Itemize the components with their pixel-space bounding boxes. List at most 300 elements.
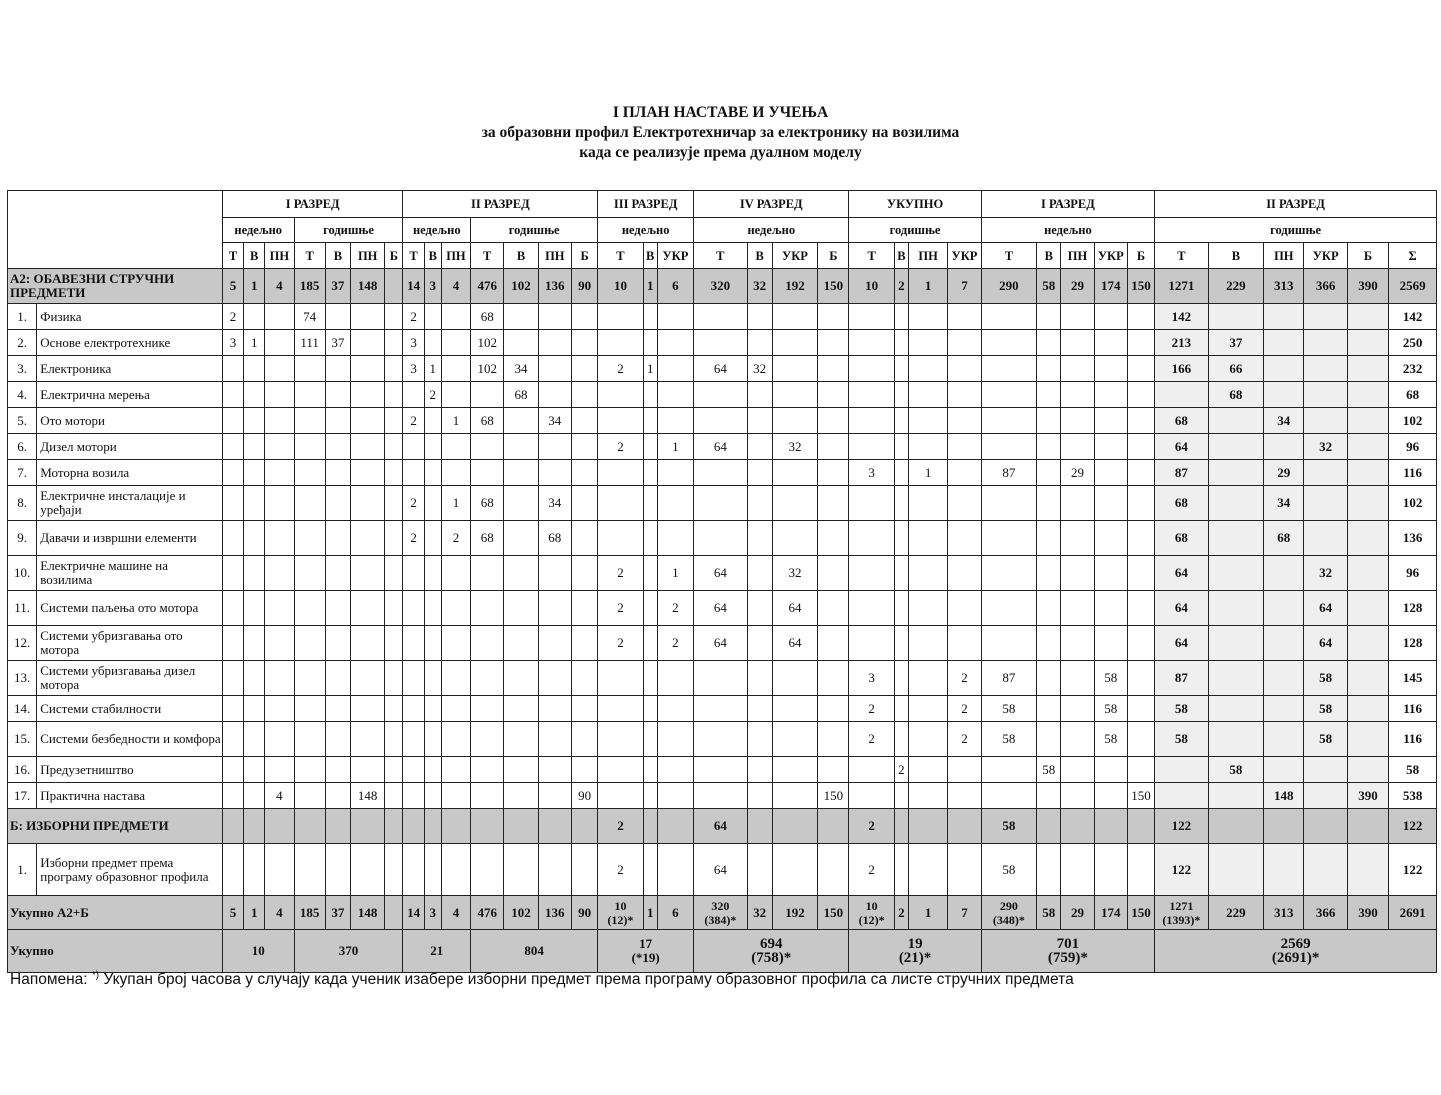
- value-cell: [471, 809, 504, 844]
- value-cell: [747, 626, 772, 661]
- subject-row: [8, 556, 1437, 591]
- value-main: 10: [614, 898, 627, 913]
- value-cell: [1208, 556, 1263, 591]
- column-header: В: [894, 243, 908, 269]
- value-cell: 58: [981, 844, 1036, 896]
- column-header: Т: [294, 243, 325, 269]
- value-cell: [1061, 783, 1094, 809]
- column-header: Т: [598, 243, 643, 269]
- value-cell: 64: [1155, 556, 1208, 591]
- value-cell: 2: [849, 696, 894, 722]
- value-cell: [894, 330, 908, 356]
- value-cell: [1208, 521, 1263, 556]
- value-cell: [351, 661, 385, 696]
- value-cell: [772, 844, 817, 896]
- value-cell: 3: [424, 269, 441, 304]
- value-cell: [643, 434, 657, 460]
- value-cell: [325, 591, 350, 626]
- value-cell: [244, 408, 265, 434]
- value-cell: [1127, 844, 1154, 896]
- value-cell: [598, 661, 643, 696]
- value-cell: [1304, 783, 1347, 809]
- row-number: 5.: [8, 408, 37, 434]
- value-cell: 5: [222, 896, 243, 930]
- value-cell: [538, 722, 571, 757]
- value-cell: 58: [1094, 661, 1127, 696]
- value-cell: [747, 783, 772, 809]
- value-cell: 37: [325, 269, 350, 304]
- value-cell: [351, 382, 385, 408]
- value-cell: 1: [908, 269, 947, 304]
- value-cell: [772, 304, 817, 330]
- value-cell: 68: [1208, 382, 1263, 408]
- value-cell: [265, 356, 294, 382]
- grand-total-cell: [694, 930, 849, 973]
- value-cell: [1061, 757, 1094, 783]
- value-cell: 2: [441, 521, 470, 556]
- subject-name: Системи убризгавања ото мотора: [37, 626, 223, 661]
- column-header: Т: [849, 243, 894, 269]
- value-cell: [908, 783, 947, 809]
- value-cell: 4: [265, 896, 294, 930]
- value-cell: [894, 304, 908, 330]
- value-cell: 2: [598, 434, 643, 460]
- grand-total-cell: [981, 930, 1155, 973]
- value-cell: [441, 661, 470, 696]
- section-b-label: Б: ИЗБОРНИ ПРЕДМЕТИ: [8, 809, 223, 844]
- value-cell: [747, 460, 772, 486]
- value-cell: [908, 486, 947, 521]
- value-cell: [694, 783, 747, 809]
- value-cell: [325, 626, 350, 661]
- value-cell: [772, 486, 817, 521]
- value-cell: [538, 696, 571, 722]
- value-alt: (1393)*: [1162, 912, 1201, 927]
- value-cell: 476: [471, 269, 504, 304]
- value-cell: [894, 844, 908, 896]
- value-cell: 64: [694, 626, 747, 661]
- value-cell: 3: [849, 460, 894, 486]
- value-cell: [1094, 521, 1127, 556]
- column-header: В: [643, 243, 657, 269]
- value-cell: [265, 757, 294, 783]
- value-cell: 4: [265, 783, 294, 809]
- value-cell: [424, 757, 441, 783]
- value-cell: [981, 304, 1036, 330]
- value-cell: [244, 626, 265, 661]
- value-cell: 96: [1389, 556, 1437, 591]
- value-cell: [403, 434, 424, 460]
- value-cell: 90: [571, 269, 597, 304]
- value-cell: [351, 809, 385, 844]
- value-cell: [598, 330, 643, 356]
- value-cell: [504, 521, 538, 556]
- header-subgroup: годишње: [471, 218, 598, 243]
- value-cell: [981, 591, 1036, 626]
- value-cell: [351, 521, 385, 556]
- value-cell: [1304, 356, 1347, 382]
- value-cell: 213: [1155, 330, 1208, 356]
- value-cell: [1347, 844, 1388, 896]
- value-cell: [981, 486, 1036, 521]
- value-cell: [325, 783, 350, 809]
- value-cell: [1347, 356, 1388, 382]
- value-cell: 122: [1155, 809, 1208, 844]
- value-cell: [1264, 434, 1304, 460]
- grand-total-cell: [849, 930, 981, 973]
- value-cell: [471, 591, 504, 626]
- column-header: ПН: [538, 243, 571, 269]
- value-cell: [403, 556, 424, 591]
- value-cell: [894, 626, 908, 661]
- value-cell: [849, 486, 894, 521]
- value-cell: 150: [818, 269, 849, 304]
- column-header: ПН: [441, 243, 470, 269]
- value-cell: [325, 722, 350, 757]
- value-cell: 476: [471, 896, 504, 930]
- value-cell: [351, 757, 385, 783]
- value-cell: [818, 696, 849, 722]
- value-cell: [244, 661, 265, 696]
- column-header: В: [325, 243, 350, 269]
- value-cell: [351, 356, 385, 382]
- page-title: I ПЛАН НАСТАВЕ И УЧЕЊА: [612, 104, 829, 121]
- value-cell: [1037, 696, 1061, 722]
- value-cell: [1127, 330, 1154, 356]
- section-a-label: А2: ОБАВЕЗНИ СТРУЧНИ ПРЕДМЕТИ: [8, 269, 223, 304]
- value-cell: [772, 521, 817, 556]
- value-cell: [981, 434, 1036, 460]
- value-cell: 64: [772, 626, 817, 661]
- value-cell: [1094, 591, 1127, 626]
- value-cell: 10: [598, 269, 643, 304]
- value-cell: [504, 330, 538, 356]
- value-cell: [222, 556, 243, 591]
- value-cell: 4: [265, 269, 294, 304]
- value-cell: 29: [1061, 269, 1094, 304]
- value-cell: [849, 304, 894, 330]
- value-cell: 1: [657, 556, 693, 591]
- value-cell: 32: [1304, 556, 1347, 591]
- value-cell: [747, 591, 772, 626]
- value-cell: [1094, 434, 1127, 460]
- value-cell: [908, 626, 947, 661]
- value-cell: [294, 809, 325, 844]
- value-cell: 64: [1304, 591, 1347, 626]
- value-cell: [538, 783, 571, 809]
- value-cell: [1037, 382, 1061, 408]
- value-main: 1271: [1169, 898, 1194, 913]
- value-cell: 2: [222, 304, 243, 330]
- value-cell: [948, 304, 981, 330]
- value-cell: [325, 460, 350, 486]
- value-cell: [1208, 844, 1263, 896]
- value-cell: [1061, 696, 1094, 722]
- value-cell: [1208, 696, 1263, 722]
- value-cell: [504, 696, 538, 722]
- value-cell: [1304, 844, 1347, 896]
- section-a-row: [8, 269, 1437, 304]
- value-cell: [571, 844, 597, 896]
- value-cell: [471, 434, 504, 460]
- section-b-row: [8, 809, 1437, 844]
- value-cell: [849, 556, 894, 591]
- value-cell: [1347, 382, 1388, 408]
- value-cell: 2: [894, 757, 908, 783]
- value-cell: [981, 408, 1036, 434]
- subject-row: [8, 304, 1437, 330]
- value-cell: [598, 896, 643, 930]
- value-cell: [424, 434, 441, 460]
- column-header: В: [1037, 243, 1061, 269]
- value-cell: [244, 460, 265, 486]
- value-cell: [244, 783, 265, 809]
- value-cell: [424, 460, 441, 486]
- value-cell: [1094, 757, 1127, 783]
- value-cell: 64: [694, 844, 747, 896]
- value-cell: [772, 661, 817, 696]
- value-cell: 174: [1094, 269, 1127, 304]
- value-cell: 34: [538, 408, 571, 434]
- value-cell: [643, 809, 657, 844]
- value-cell: [325, 486, 350, 521]
- subject-name: Основе електротехнике: [37, 330, 223, 356]
- value-cell: [424, 330, 441, 356]
- value-cell: [1304, 486, 1347, 521]
- value-cell: [244, 696, 265, 722]
- row-number: 17.: [8, 783, 37, 809]
- value-cell: [1347, 408, 1388, 434]
- row-number: 12.: [8, 626, 37, 661]
- value-cell: [643, 556, 657, 591]
- value-cell: [441, 844, 470, 896]
- value-cell: [849, 330, 894, 356]
- value-cell: [403, 844, 424, 896]
- value-cell: 68: [1155, 521, 1208, 556]
- value-cell: [908, 382, 947, 408]
- value-cell: [981, 783, 1036, 809]
- value-cell: [1061, 844, 1094, 896]
- value-cell: [657, 330, 693, 356]
- value-cell: 87: [981, 460, 1036, 486]
- column-header: Б: [818, 243, 849, 269]
- value-cell: [598, 521, 643, 556]
- value-cell: [1127, 356, 1154, 382]
- value-cell: [244, 304, 265, 330]
- header-subgroup: недељно: [598, 218, 694, 243]
- subject-row: [8, 434, 1437, 460]
- value-cell: [325, 521, 350, 556]
- value-cell: [1094, 809, 1127, 844]
- value-cell: [424, 844, 441, 896]
- value-cell: [948, 356, 981, 382]
- value-cell: 29: [1061, 896, 1094, 930]
- grand-total-alt: (2691)*: [1271, 950, 1320, 966]
- value-cell: [403, 460, 424, 486]
- value-cell: [849, 521, 894, 556]
- value-cell: [325, 408, 350, 434]
- value-cell: [222, 783, 243, 809]
- column-header: УКР: [1094, 243, 1127, 269]
- row-number: 10.: [8, 556, 37, 591]
- value-cell: [265, 486, 294, 521]
- value-cell: [265, 304, 294, 330]
- value-cell: 366: [1304, 896, 1347, 930]
- value-cell: [772, 356, 817, 382]
- subject-name: Практична настава: [37, 783, 223, 809]
- value-cell: 32: [1304, 434, 1347, 460]
- value-cell: [1264, 696, 1304, 722]
- value-cell: [222, 521, 243, 556]
- value-cell: 58: [1155, 722, 1208, 757]
- value-cell: [948, 591, 981, 626]
- value-cell: 4: [441, 896, 470, 930]
- value-cell: [1208, 434, 1263, 460]
- value-cell: 66: [1208, 356, 1263, 382]
- value-cell: [1264, 356, 1304, 382]
- value-cell: 136: [1389, 521, 1437, 556]
- value-cell: [385, 626, 403, 661]
- value-cell: [325, 382, 350, 408]
- value-cell: [1061, 661, 1094, 696]
- value-cell: [1037, 356, 1061, 382]
- column-header: Б: [1347, 243, 1388, 269]
- value-cell: 2: [849, 722, 894, 757]
- value-cell: [325, 434, 350, 460]
- value-cell: 116: [1389, 696, 1437, 722]
- value-cell: [1264, 591, 1304, 626]
- value-cell: [294, 757, 325, 783]
- value-cell: 32: [747, 356, 772, 382]
- value-cell: [571, 521, 597, 556]
- value-cell: 290: [981, 269, 1036, 304]
- value-cell: [849, 626, 894, 661]
- row-number: 6.: [8, 434, 37, 460]
- column-header: УКР: [657, 243, 693, 269]
- value-cell: 2: [598, 626, 643, 661]
- value-cell: 96: [1389, 434, 1437, 460]
- page-subtitle: за образовни профил Електротехничар за електронику на возилима: [481, 124, 960, 141]
- value-cell: 2: [403, 486, 424, 521]
- value-cell: 7: [948, 896, 981, 930]
- value-cell: [385, 844, 403, 896]
- value-cell: 64: [694, 356, 747, 382]
- value-cell: 122: [1389, 844, 1437, 896]
- value-cell: [1264, 382, 1304, 408]
- value-cell: [894, 408, 908, 434]
- value-cell: [1264, 304, 1304, 330]
- value-cell: [1037, 408, 1061, 434]
- value-cell: 128: [1389, 626, 1437, 661]
- value-cell: [403, 382, 424, 408]
- value-cell: [849, 408, 894, 434]
- value-cell: [294, 460, 325, 486]
- value-cell: [981, 521, 1036, 556]
- value-cell: [657, 304, 693, 330]
- value-cell: [643, 696, 657, 722]
- column-header: В: [1208, 243, 1263, 269]
- value-cell: [894, 356, 908, 382]
- value-cell: 74: [294, 304, 325, 330]
- value-cell: 68: [1155, 408, 1208, 434]
- value-cell: [849, 896, 894, 930]
- value-cell: [571, 809, 597, 844]
- row-number: 16.: [8, 757, 37, 783]
- footnote: [10, 970, 1074, 989]
- value-cell: [265, 696, 294, 722]
- header-corner: [8, 191, 223, 269]
- header-group: II РАЗРЕД: [403, 191, 598, 218]
- header-subgroups-row: [8, 218, 1437, 243]
- value-cell: [1094, 844, 1127, 896]
- value-cell: 2: [849, 844, 894, 896]
- value-cell: [441, 783, 470, 809]
- value-cell: [908, 304, 947, 330]
- title-block: [0, 103, 1441, 163]
- value-cell: [571, 408, 597, 434]
- value-cell: 90: [571, 783, 597, 809]
- value-cell: [894, 809, 908, 844]
- value-cell: [1208, 809, 1263, 844]
- value-cell: 64: [694, 434, 747, 460]
- value-cell: 2: [598, 356, 643, 382]
- value-cell: [504, 844, 538, 896]
- value-cell: [772, 696, 817, 722]
- value-cell: 390: [1347, 783, 1388, 809]
- value-cell: [385, 434, 403, 460]
- value-cell: [908, 556, 947, 591]
- value-cell: 2: [948, 696, 981, 722]
- value-cell: [598, 757, 643, 783]
- value-cell: [571, 304, 597, 330]
- value-cell: [772, 330, 817, 356]
- total-ab-label: Укупно А2+Б: [8, 896, 223, 930]
- value-cell: [1347, 757, 1388, 783]
- value-cell: [471, 696, 504, 722]
- value-cell: [385, 382, 403, 408]
- value-cell: [747, 330, 772, 356]
- value-cell: [894, 783, 908, 809]
- value-cell: [403, 757, 424, 783]
- value-cell: 2: [598, 844, 643, 896]
- value-cell: [294, 696, 325, 722]
- value-cell: 58: [1304, 722, 1347, 757]
- value-cell: [538, 382, 571, 408]
- value-cell: [571, 722, 597, 757]
- value-cell: [351, 844, 385, 896]
- value-cell: [471, 382, 504, 408]
- value-cell: [244, 434, 265, 460]
- value-cell: [1347, 722, 1388, 757]
- value-cell: 64: [694, 591, 747, 626]
- value-cell: [747, 844, 772, 896]
- row-number: 8.: [8, 486, 37, 521]
- value-cell: [385, 304, 403, 330]
- value-cell: [849, 356, 894, 382]
- value-cell: [1155, 783, 1208, 809]
- value-cell: [1061, 356, 1094, 382]
- value-cell: [818, 661, 849, 696]
- value-cell: [849, 591, 894, 626]
- value-cell: [1347, 556, 1388, 591]
- value-cell: [424, 722, 441, 757]
- footnote-prefix: Напомена:: [10, 971, 92, 989]
- value-cell: [222, 696, 243, 722]
- value-cell: 34: [538, 486, 571, 521]
- value-cell: [403, 626, 424, 661]
- value-cell: [538, 460, 571, 486]
- value-cell: 37: [325, 896, 350, 930]
